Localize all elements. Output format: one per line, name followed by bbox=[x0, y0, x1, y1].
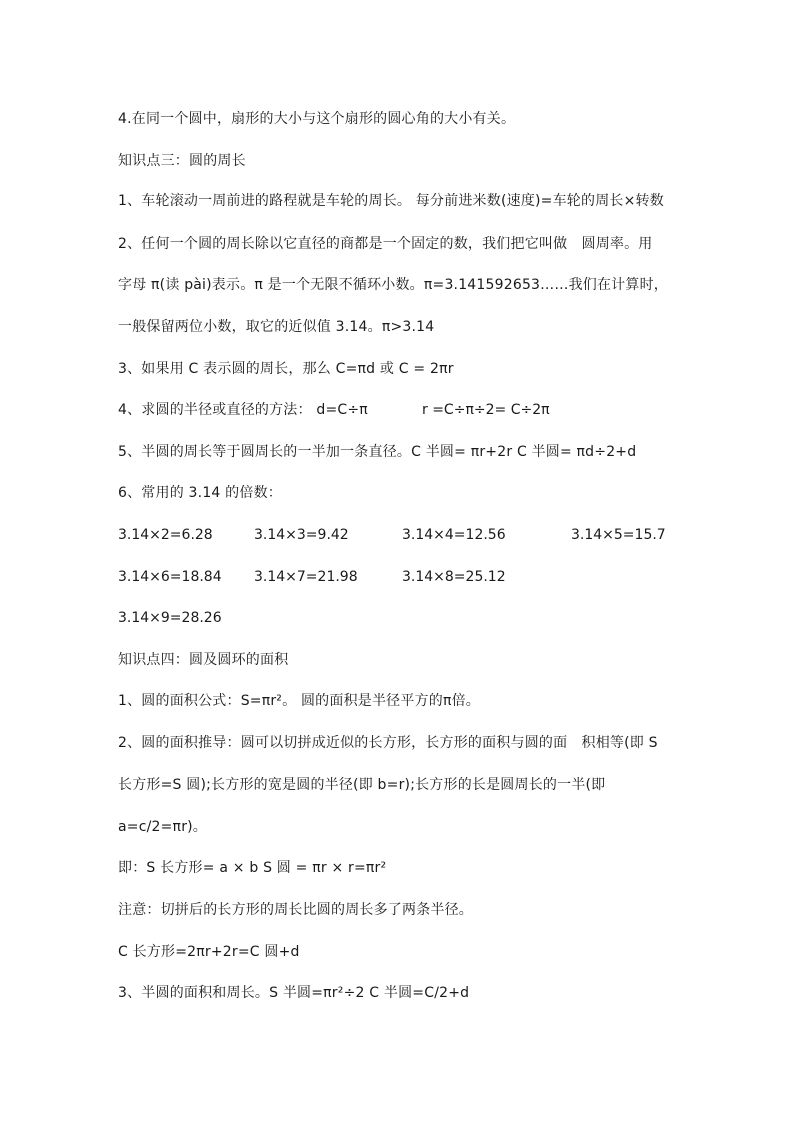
multiple-item: 3.14×2=6.28 bbox=[118, 527, 213, 543]
section-heading: 知识点三：圆的周长 bbox=[118, 153, 246, 169]
multiple-item: 3.14×8=25.12 bbox=[402, 569, 506, 585]
multiple-item: 3.14×7=21.98 bbox=[254, 569, 358, 585]
text-line: 2、圆的面积推导：圆可以切拼成近似的长方形，长方形的面积与圆的面 积相等(即 S bbox=[118, 735, 658, 751]
text-line: 4.在同一个圆中，扇形的大小与这个扇形的圆心角的大小有关。 bbox=[118, 111, 516, 127]
text-line: 2、任何一个圆的周长除以它直径的商都是一个固定的数，我们把它叫做 圆周率。用 bbox=[118, 236, 653, 252]
text-line: 3、半圆的面积和周长。S 半圆=πr²÷2 C 半圆=C/2+d bbox=[118, 985, 470, 1001]
text-line: 6、常用的 3.14 的倍数： bbox=[118, 485, 282, 501]
text-line: 即：S 长方形= a × b S 圆 = πr × r=πr² bbox=[118, 860, 387, 876]
multiple-item: 3.14×9=28.26 bbox=[118, 610, 222, 626]
section-heading: 知识点四：圆及圆环的面积 bbox=[118, 652, 289, 668]
text-line: 注意：切拼后的长方形的周长比圆的周长多了两条半径。 bbox=[118, 902, 473, 918]
text-line: 1、圆的面积公式：S=πr²。 圆的面积是半径平方的π倍。 bbox=[118, 693, 480, 709]
multiple-item: 3.14×5=15.7 bbox=[571, 527, 666, 543]
text-line: 3、如果用 C 表示圆的周长，那么 C=πd 或 C = 2πr bbox=[118, 361, 454, 377]
multiple-item: 3.14×6=18.84 bbox=[118, 569, 222, 585]
text-line: 字母 π(读 pài)表示。π 是一个无限不循环小数。π=3.141592653……我们在计算时， bbox=[118, 277, 668, 293]
multiple-item: 3.14×3=9.42 bbox=[254, 527, 349, 543]
text-line: C 长方形=2πr+2r=C 圆+d bbox=[118, 944, 300, 960]
text-line: 1、车轮滚动一周前进的路程就是车轮的周长。 每分前进米数(速度)=车轮的周长×转数 bbox=[118, 193, 664, 209]
text-line: 5、半圆的周长等于圆周长的一半加一条直径。C 半圆= πr+2r C 半圆= πd÷2+d bbox=[118, 444, 637, 460]
text-line: 一般保留两位小数，取它的近似值 3.14。π>3.14 bbox=[118, 319, 435, 335]
text-line: r =C÷π÷2= C÷2π bbox=[422, 402, 550, 418]
text-line: 长方形=S 圆);长方形的宽是圆的半径(即 b=r);长方形的长是圆周长的一半(即 bbox=[118, 777, 606, 793]
text-line: 4、求圆的半径或直径的方法： d=C÷π bbox=[118, 402, 368, 418]
text-line: a=c/2=πr)。 bbox=[118, 819, 208, 835]
multiple-item: 3.14×4=12.56 bbox=[402, 527, 506, 543]
